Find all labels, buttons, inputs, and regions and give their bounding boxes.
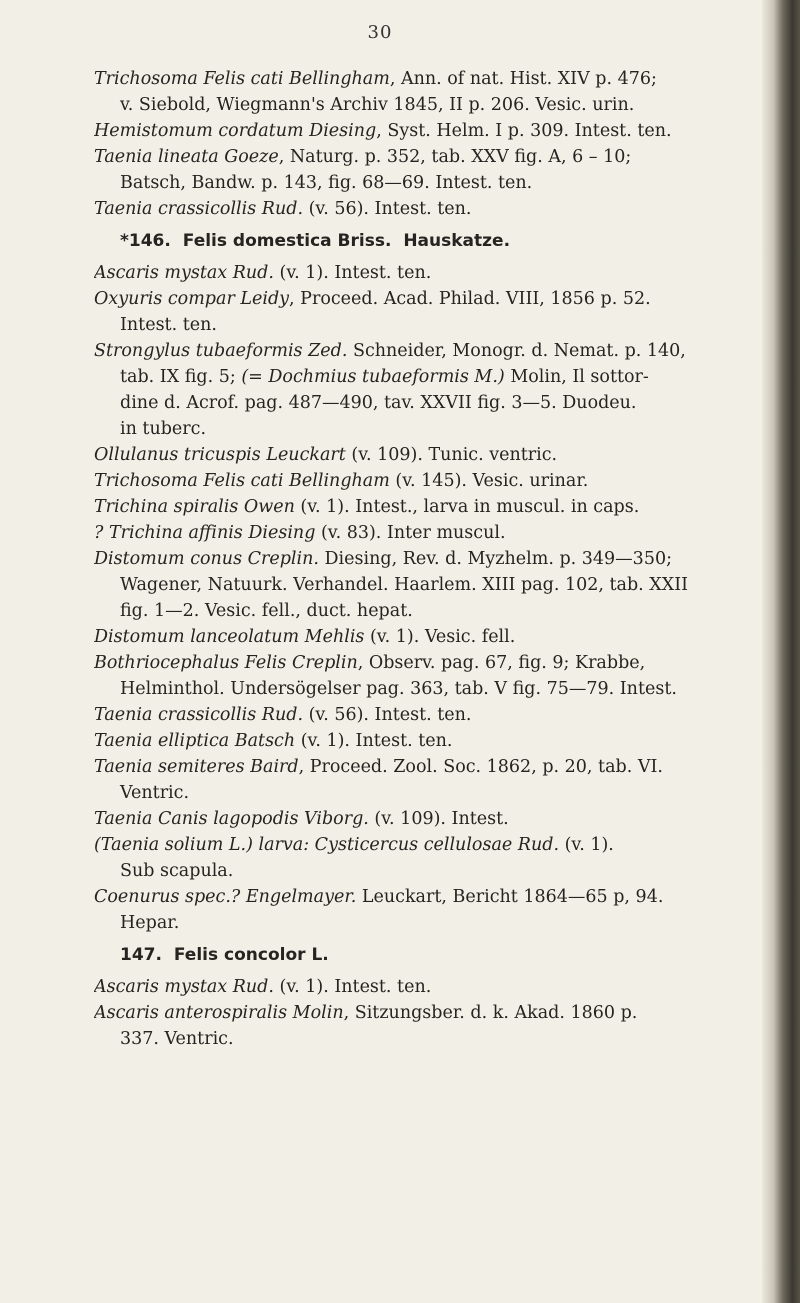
reference-text: , Sitzungsber. d. k. Akad. 1860 p.: [343, 1003, 638, 1023]
text-line: [94, 66, 764, 92]
taxon-name: Trichosoma Felis cati Bellingham: [94, 471, 390, 491]
entries-block-3: [94, 974, 764, 1052]
taxon-name: Coenurus spec.? Engelmayer.: [94, 887, 357, 907]
reference-text: Wagener, Natuurk. Verhandel. Haarlem. XIII pag. 102, tab. XXII: [120, 575, 689, 595]
reference-text: tab. IX fig. 5;: [120, 367, 242, 387]
reference-text: , Syst. Helm. I p. 309. Intest. ten.: [376, 121, 672, 141]
taxon-name: Taenia lineata Goeze: [94, 147, 279, 167]
reference-text: v. Siebold, Wiegmann's Archiv 1845, II p. 206. Vesic. urin.: [120, 95, 635, 115]
species-name: Felis domestica Briss.: [182, 231, 392, 251]
section-number: *146.: [120, 231, 171, 251]
reference-text: , Proceed. Acad. Philad. VIII, 1856 p. 52.: [289, 289, 651, 309]
taxon-name: Strongylus tubaeformis Zed.: [94, 341, 348, 361]
page-text: [94, 66, 764, 1052]
reference-text: , Ann. of nat. Hist. XIV p. 476;: [389, 69, 657, 89]
text-line: [94, 338, 764, 364]
text-line: [94, 390, 764, 416]
text-line: [94, 858, 764, 884]
reference-text: Sub scapula.: [120, 861, 234, 881]
reference-text: (v. 56). Intest. ten.: [303, 705, 472, 725]
taxon-name: Taenia crassicollis Rud.: [94, 705, 304, 725]
section-heading-147: [94, 936, 764, 974]
text-line: [94, 650, 764, 676]
text-line: [94, 494, 764, 520]
reference-text: Leuckart, Bericht 1864—65 p, 94.: [356, 887, 664, 907]
reference-text: Helminthol. Undersögelser pag. 363, tab. V fig. 75—79. Intest.: [120, 679, 677, 699]
section-heading-146: [94, 222, 764, 260]
text-line: [94, 910, 764, 936]
reference-text: (v. 109). Tunic. ventric.: [345, 445, 558, 465]
reference-text: (v. 1). Intest. ten.: [273, 977, 432, 997]
taxon-name: Trichosoma Felis cati Bellingham: [94, 69, 390, 89]
entries-block-1: [94, 66, 764, 222]
text-line: [94, 780, 764, 806]
taxon-name: Trichina spiralis Owen: [94, 497, 295, 517]
species-name: Felis concolor L.: [173, 945, 329, 965]
text-line: [94, 702, 764, 728]
reference-text: Ventric.: [120, 783, 190, 803]
section-number: 147.: [120, 945, 162, 965]
reference-text: (v. 1). Vesic. fell.: [364, 627, 516, 647]
text-line: [94, 1026, 764, 1052]
text-line: [94, 442, 764, 468]
text-line: [94, 676, 764, 702]
reference-text: in tuberc.: [120, 419, 207, 439]
text-line: [94, 754, 764, 780]
reference-text: (v. 109). Intest.: [368, 809, 509, 829]
taxon-name: Ollulanus tricuspis Leuckart: [94, 445, 346, 465]
entries-block-2: [94, 260, 764, 936]
taxon-name: Bothriocephalus Felis Creplin: [94, 653, 358, 673]
text-line: [94, 196, 764, 222]
taxon-name: Oxyuris compar Leidy: [94, 289, 290, 309]
taxon-name: (= Dochmius tubaeformis M.): [241, 367, 505, 387]
reference-text: Molin, Il sottor-: [504, 367, 649, 387]
text-line: [94, 312, 764, 338]
text-line: [94, 364, 764, 390]
reference-text: fig. 1—2. Vesic. fell., duct. hepat.: [120, 601, 413, 621]
taxon-name: Taenia crassicollis Rud.: [94, 199, 304, 219]
text-line: [94, 598, 764, 624]
taxon-name: Taenia semiteres Baird: [94, 757, 299, 777]
page-binding-edge: [762, 0, 800, 1303]
text-line: [94, 572, 764, 598]
reference-text: (v. 83). Inter muscul.: [315, 523, 506, 543]
taxon-name: Distomum lanceolatum Mehlis: [94, 627, 365, 647]
text-line: [94, 520, 764, 546]
reference-text: Schneider, Monogr. d. Nemat. p. 140,: [347, 341, 686, 361]
reference-text: dine d. Acrof. pag. 487—490, tav. XXVII fig. 3—5. Duodeu.: [120, 393, 637, 413]
reference-text: 337. Ventric.: [120, 1029, 234, 1049]
text-line: [94, 170, 764, 196]
taxon-name: Taenia elliptica Batsch: [94, 731, 296, 751]
text-line: [94, 260, 764, 286]
common-name: Hauskatze.: [403, 231, 511, 251]
text-line: [94, 468, 764, 494]
taxon-name: Ascaris mystax Rud.: [94, 263, 274, 283]
taxon-name: Ascaris mystax Rud.: [94, 977, 274, 997]
reference-text: (v. 56). Intest. ten.: [303, 199, 472, 219]
reference-text: (v. 1). Intest. ten.: [273, 263, 432, 283]
text-line: [94, 118, 764, 144]
text-line: [94, 286, 764, 312]
text-line: [94, 92, 764, 118]
text-line: [94, 624, 764, 650]
reference-text: , Naturg. p. 352, tab. XXV fig. A, 6 – 10;: [278, 147, 632, 167]
text-line: [94, 884, 764, 910]
taxon-name: ? Trichina affinis Diesing: [94, 523, 316, 543]
reference-text: Hepar.: [120, 913, 180, 933]
text-line: [94, 806, 764, 832]
text-line: [94, 546, 764, 572]
reference-text: , Proceed. Zool. Soc. 1862, p. 20, tab. VI.: [298, 757, 663, 777]
reference-text: (v. 145). Vesic. urinar.: [389, 471, 589, 491]
taxon-name: (Taenia solium L.) larva: Cysticercus cellulosae Rud.: [94, 835, 560, 855]
reference-text: Diesing, Rev. d. Myzhelm. p. 349—350;: [318, 549, 672, 569]
text-line: [94, 144, 764, 170]
taxon-name: Distomum conus Creplin.: [94, 549, 319, 569]
reference-text: Intest. ten.: [120, 315, 217, 335]
text-line: [94, 1000, 764, 1026]
page-number: 30: [367, 22, 393, 43]
taxon-name: Ascaris anterospiralis Molin: [94, 1003, 344, 1023]
reference-text: Batsch, Bandw. p. 143, fig. 68—69. Intest. ten.: [120, 173, 533, 193]
text-line: [94, 728, 764, 754]
taxon-name: Taenia Canis lagopodis Viborg.: [94, 809, 369, 829]
text-line: [94, 416, 764, 442]
reference-text: , Observ. pag. 67, fig. 9; Krabbe,: [357, 653, 646, 673]
text-line: [94, 832, 764, 858]
reference-text: (v. 1). Intest., larva in muscul. in caps.: [294, 497, 640, 517]
taxon-name: Hemistomum cordatum Diesing: [94, 121, 377, 141]
reference-text: (v. 1). Intest. ten.: [295, 731, 453, 751]
reference-text: (v. 1).: [559, 835, 614, 855]
text-line: [94, 974, 764, 1000]
